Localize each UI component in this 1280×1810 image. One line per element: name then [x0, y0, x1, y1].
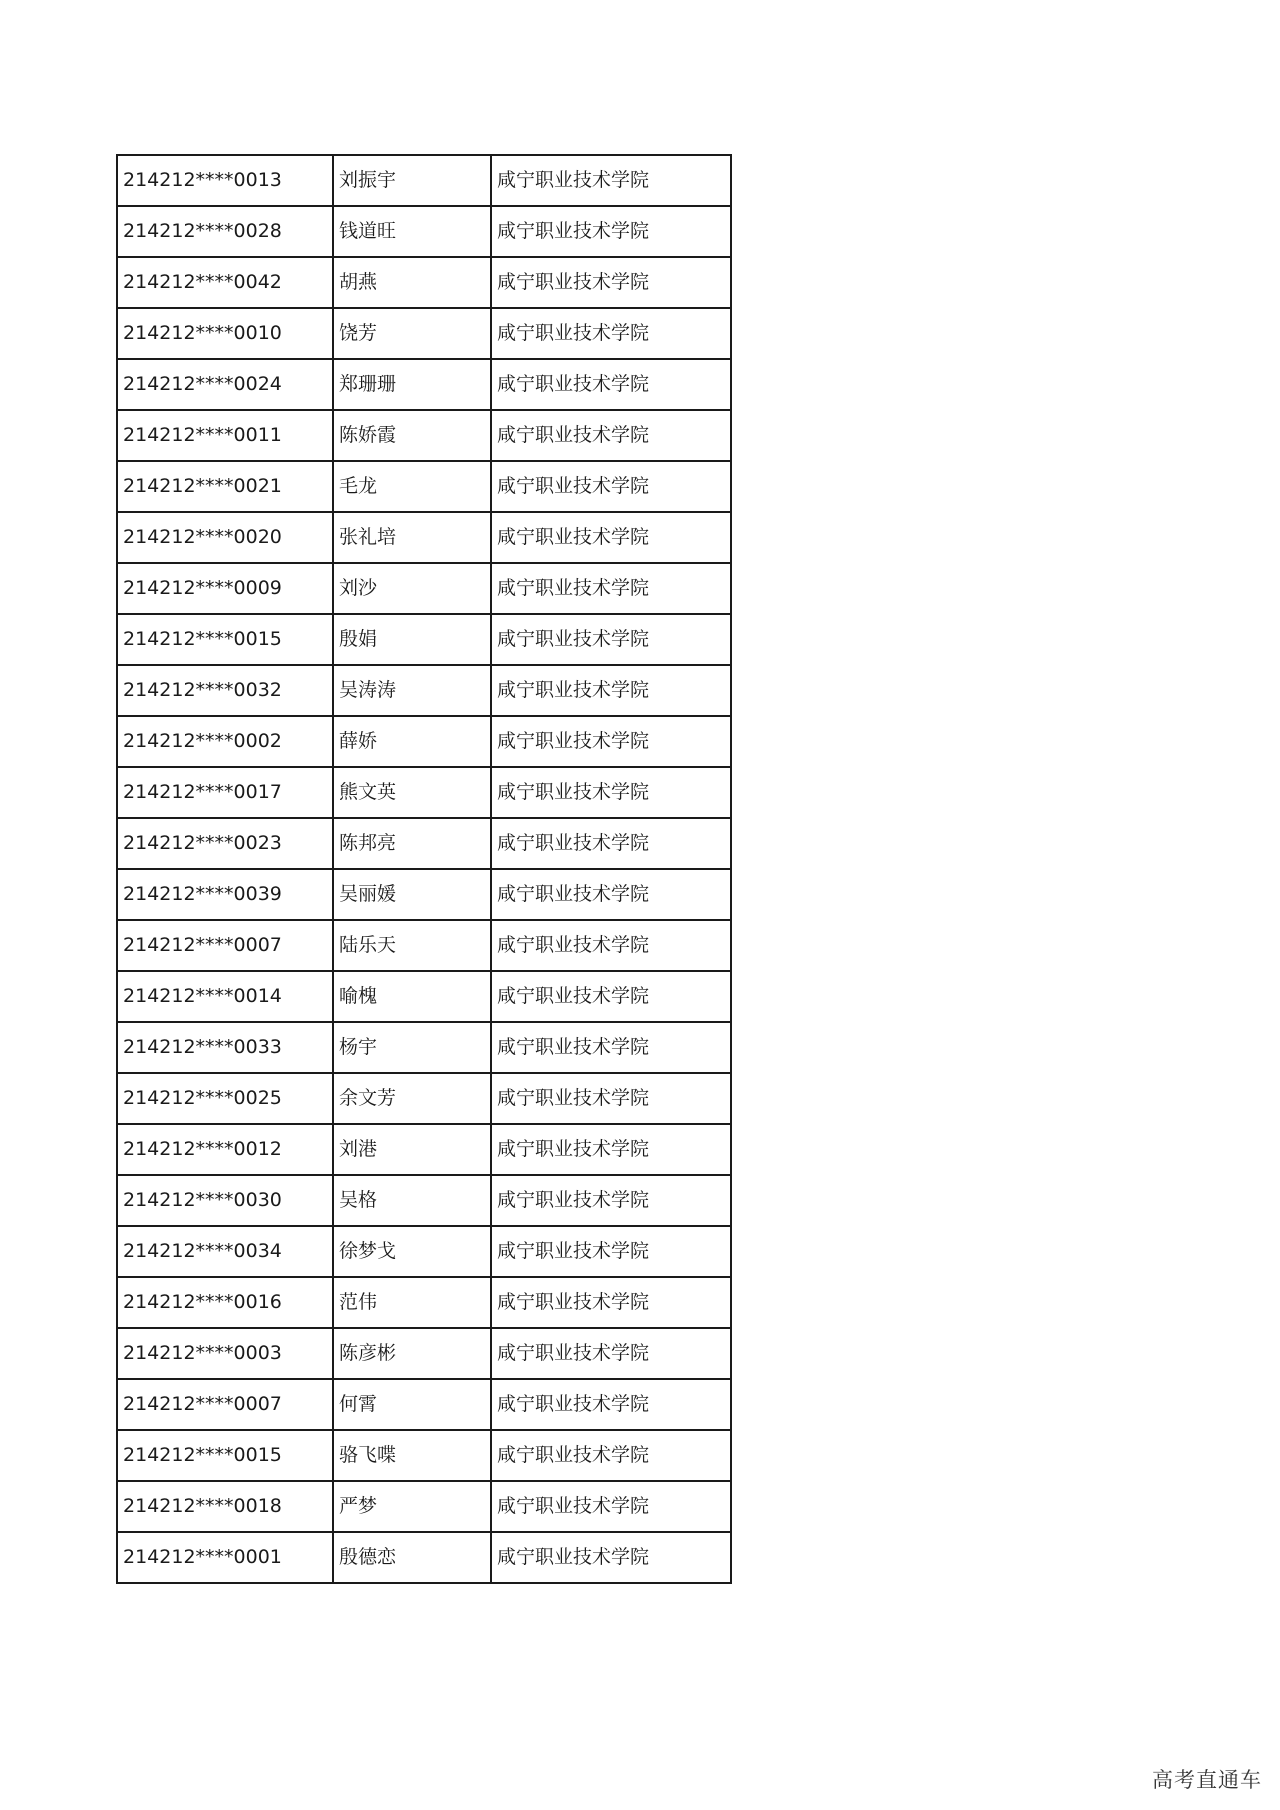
exam-number-cell: 214212****0021: [117, 461, 333, 512]
exam-number-cell: 214212****0034: [117, 1226, 333, 1277]
student-name-cell: 陈彦彬: [333, 1328, 491, 1379]
school-name-cell: 咸宁职业技术学院: [491, 155, 731, 206]
student-name-cell: 熊文英: [333, 767, 491, 818]
school-name-cell: 咸宁职业技术学院: [491, 206, 731, 257]
student-name-cell: 严梦: [333, 1481, 491, 1532]
table-row: [117, 1175, 731, 1226]
exam-number-cell: 214212****0039: [117, 869, 333, 920]
table-row: [117, 1073, 731, 1124]
table-row: [117, 257, 731, 308]
school-name-cell: 咸宁职业技术学院: [491, 614, 731, 665]
student-name-cell: 张礼培: [333, 512, 491, 563]
school-name-cell: 咸宁职业技术学院: [491, 1022, 731, 1073]
table-row: [117, 1379, 731, 1430]
school-name-cell: 咸宁职业技术学院: [491, 1226, 731, 1277]
school-name-cell: 咸宁职业技术学院: [491, 665, 731, 716]
student-name-cell: 刘沙: [333, 563, 491, 614]
table-row: [117, 1328, 731, 1379]
watermark: 高考直通车: [1152, 1768, 1262, 1792]
table-row: [117, 1430, 731, 1481]
exam-number-cell: 214212****0012: [117, 1124, 333, 1175]
student-name-cell: 殷德恋: [333, 1532, 491, 1583]
table-row: [117, 869, 731, 920]
student-name-cell: 钱道旺: [333, 206, 491, 257]
student-name-cell: 杨宇: [333, 1022, 491, 1073]
student-name-cell: 何霄: [333, 1379, 491, 1430]
table-row: [117, 1481, 731, 1532]
student-name-cell: 郑珊珊: [333, 359, 491, 410]
school-name-cell: 咸宁职业技术学院: [491, 716, 731, 767]
table-row: [117, 818, 731, 869]
exam-number-cell: 214212****0030: [117, 1175, 333, 1226]
exam-number-cell: 214212****0020: [117, 512, 333, 563]
table-row: [117, 767, 731, 818]
exam-number-cell: 214212****0002: [117, 716, 333, 767]
school-name-cell: 咸宁职业技术学院: [491, 1175, 731, 1226]
exam-number-cell: 214212****0010: [117, 308, 333, 359]
student-name-cell: 胡燕: [333, 257, 491, 308]
school-name-cell: 咸宁职业技术学院: [491, 512, 731, 563]
exam-number-cell: 214212****0018: [117, 1481, 333, 1532]
table-row: [117, 614, 731, 665]
school-name-cell: 咸宁职业技术学院: [491, 1379, 731, 1430]
student-name-cell: 刘振宇: [333, 155, 491, 206]
school-name-cell: 咸宁职业技术学院: [491, 971, 731, 1022]
school-name-cell: 咸宁职业技术学院: [491, 410, 731, 461]
table-row: [117, 461, 731, 512]
exam-number-cell: 214212****0042: [117, 257, 333, 308]
student-name-cell: 殷娟: [333, 614, 491, 665]
student-name-cell: 徐梦戈: [333, 1226, 491, 1277]
exam-number-cell: 214212****0015: [117, 1430, 333, 1481]
school-name-cell: 咸宁职业技术学院: [491, 359, 731, 410]
student-name-cell: 吴涛涛: [333, 665, 491, 716]
table-row: [117, 359, 731, 410]
student-name-cell: 陆乐天: [333, 920, 491, 971]
exam-number-cell: 214212****0023: [117, 818, 333, 869]
table-row: [117, 563, 731, 614]
school-name-cell: 咸宁职业技术学院: [491, 563, 731, 614]
table-row: [117, 1226, 731, 1277]
exam-number-cell: 214212****0033: [117, 1022, 333, 1073]
exam-number-cell: 214212****0003: [117, 1328, 333, 1379]
school-name-cell: 咸宁职业技术学院: [491, 461, 731, 512]
school-name-cell: 咸宁职业技术学院: [491, 1481, 731, 1532]
table-row: [117, 155, 731, 206]
table-row: [117, 308, 731, 359]
exam-number-cell: 214212****0007: [117, 920, 333, 971]
table-row: [117, 1022, 731, 1073]
table-row: [117, 512, 731, 563]
student-name-cell: 骆飞喋: [333, 1430, 491, 1481]
student-name-cell: 薛娇: [333, 716, 491, 767]
school-name-cell: 咸宁职业技术学院: [491, 1328, 731, 1379]
student-name-cell: 饶芳: [333, 308, 491, 359]
student-name-cell: 吴丽媛: [333, 869, 491, 920]
school-name-cell: 咸宁职业技术学院: [491, 818, 731, 869]
table-row: [117, 1532, 731, 1583]
school-name-cell: 咸宁职业技术学院: [491, 257, 731, 308]
table-row: [117, 920, 731, 971]
student-name-cell: 范伟: [333, 1277, 491, 1328]
student-name-cell: 吴格: [333, 1175, 491, 1226]
school-name-cell: 咸宁职业技术学院: [491, 1277, 731, 1328]
exam-number-cell: 214212****0001: [117, 1532, 333, 1583]
school-name-cell: 咸宁职业技术学院: [491, 1073, 731, 1124]
exam-number-cell: 214212****0017: [117, 767, 333, 818]
student-name-cell: 刘港: [333, 1124, 491, 1175]
school-name-cell: 咸宁职业技术学院: [491, 767, 731, 818]
student-name-cell: 毛龙: [333, 461, 491, 512]
school-name-cell: 咸宁职业技术学院: [491, 1124, 731, 1175]
roster-table: [116, 154, 732, 1584]
exam-number-cell: 214212****0025: [117, 1073, 333, 1124]
exam-number-cell: 214212****0009: [117, 563, 333, 614]
table-row: [117, 1124, 731, 1175]
table-row: [117, 716, 731, 767]
table-row: [117, 206, 731, 257]
exam-number-cell: 214212****0013: [117, 155, 333, 206]
table-row: [117, 665, 731, 716]
exam-number-cell: 214212****0032: [117, 665, 333, 716]
roster-table-body: [117, 155, 731, 1583]
school-name-cell: 咸宁职业技术学院: [491, 920, 731, 971]
school-name-cell: 咸宁职业技术学院: [491, 1430, 731, 1481]
student-name-cell: 陈邦亮: [333, 818, 491, 869]
exam-number-cell: 214212****0007: [117, 1379, 333, 1430]
student-name-cell: 陈娇霞: [333, 410, 491, 461]
school-name-cell: 咸宁职业技术学院: [491, 1532, 731, 1583]
exam-number-cell: 214212****0011: [117, 410, 333, 461]
exam-number-cell: 214212****0028: [117, 206, 333, 257]
exam-number-cell: 214212****0016: [117, 1277, 333, 1328]
school-name-cell: 咸宁职业技术学院: [491, 869, 731, 920]
student-name-cell: 余文芳: [333, 1073, 491, 1124]
school-name-cell: 咸宁职业技术学院: [491, 308, 731, 359]
exam-number-cell: 214212****0014: [117, 971, 333, 1022]
exam-number-cell: 214212****0015: [117, 614, 333, 665]
student-name-cell: 喻槐: [333, 971, 491, 1022]
table-row: [117, 410, 731, 461]
exam-number-cell: 214212****0024: [117, 359, 333, 410]
table-row: [117, 1277, 731, 1328]
table-row: [117, 971, 731, 1022]
